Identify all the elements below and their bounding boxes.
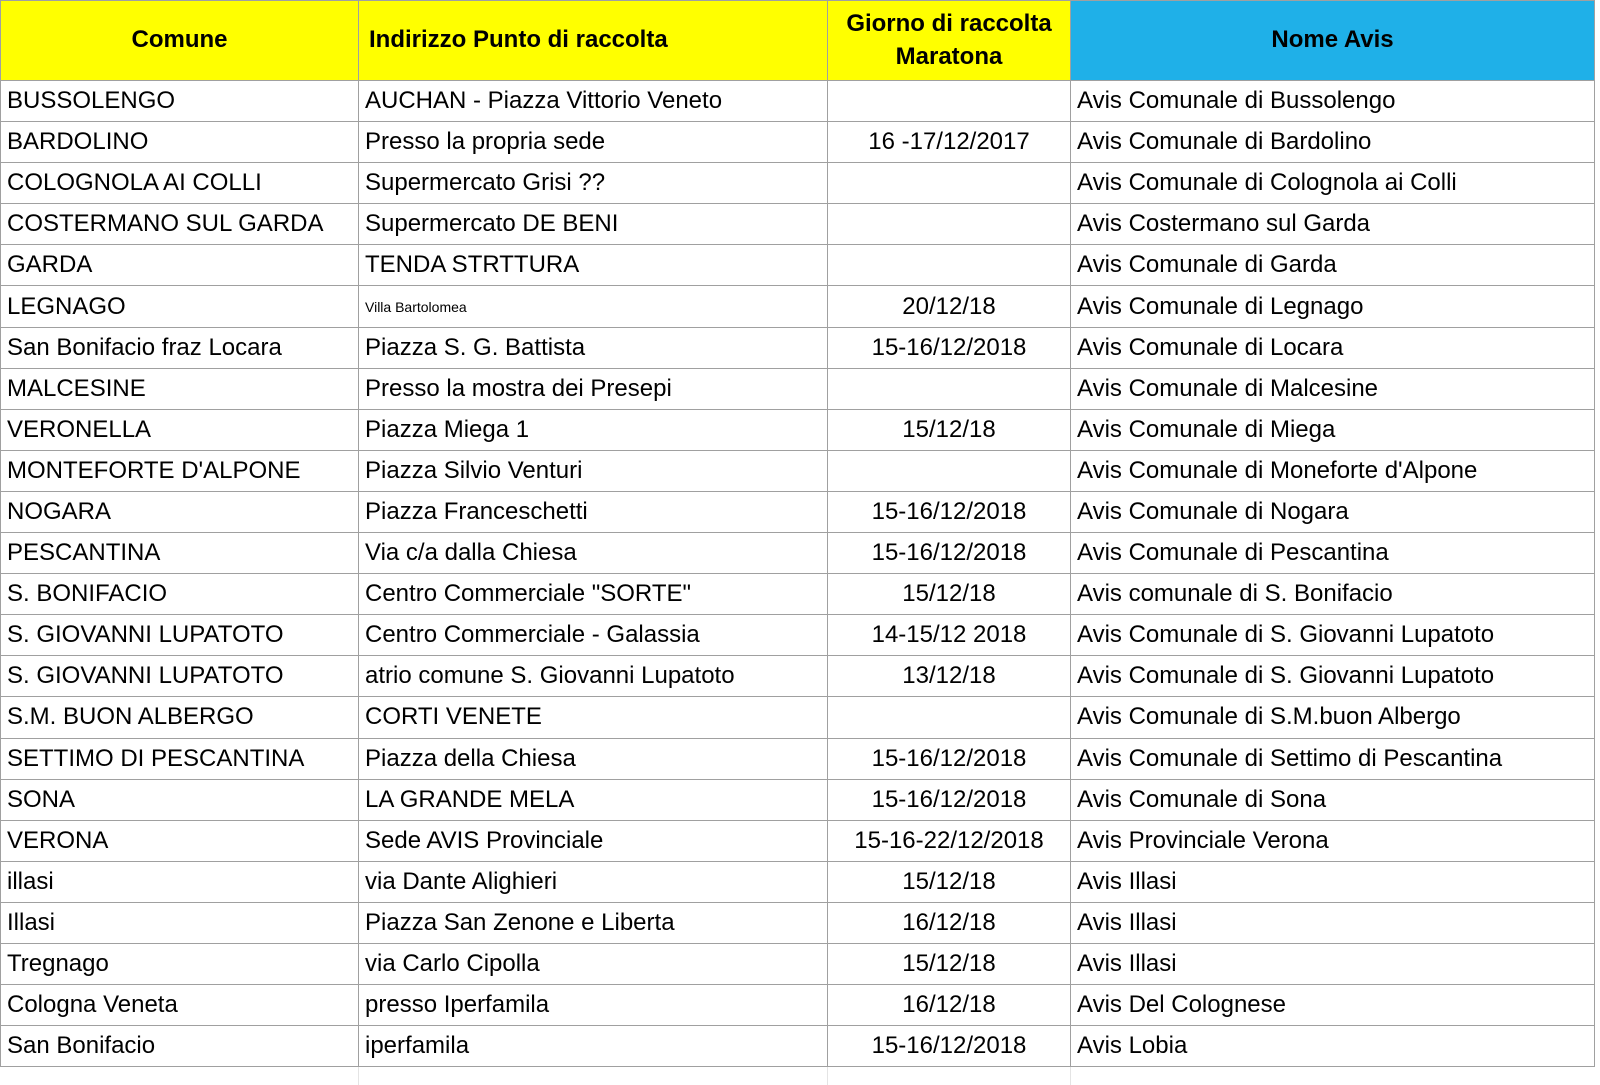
cell-nome-avis[interactable]: Avis Illasi [1071, 943, 1595, 984]
cell-giorno[interactable]: 15-16-22/12/2018 [828, 820, 1071, 861]
cell-indirizzo[interactable]: Piazza S. G. Battista [359, 327, 828, 368]
table-row [1, 615, 1595, 656]
cell-nome-avis[interactable]: Avis Comunale di Pescantina [1071, 533, 1595, 574]
cell-comune[interactable]: VERONELLA [1, 409, 359, 450]
cell-comune[interactable]: COLOGNOLA AI COLLI [1, 163, 359, 204]
cell-giorno[interactable] [828, 245, 1071, 286]
table-row [1, 163, 1595, 204]
cell-indirizzo[interactable]: Villa Bartolomea [359, 286, 828, 327]
cell-nome-avis[interactable]: Avis comunale di S. Bonifacio [1071, 574, 1595, 615]
cell-indirizzo[interactable]: Centro Commerciale - Galassia [359, 615, 828, 656]
grid-divider [827, 1067, 828, 1085]
cell-nome-avis[interactable]: Avis Comunale di Nogara [1071, 491, 1595, 532]
cell-giorno[interactable] [828, 163, 1071, 204]
cell-indirizzo[interactable]: Piazza Miega 1 [359, 409, 828, 450]
cell-comune[interactable]: SETTIMO DI PESCANTINA [1, 738, 359, 779]
cell-indirizzo[interactable]: iperfamila [359, 1026, 828, 1067]
cell-giorno[interactable]: 15-16/12/2018 [828, 491, 1071, 532]
cell-comune[interactable]: S. GIOVANNI LUPATOTO [1, 656, 359, 697]
cell-comune[interactable]: San Bonifacio [1, 1026, 359, 1067]
cell-comune[interactable]: Tregnago [1, 943, 359, 984]
cell-comune[interactable]: VERONA [1, 820, 359, 861]
cell-giorno[interactable]: 13/12/18 [828, 656, 1071, 697]
table-body [1, 81, 1595, 1067]
cell-comune[interactable]: S. GIOVANNI LUPATOTO [1, 615, 359, 656]
cell-comune[interactable]: SONA [1, 779, 359, 820]
cell-comune[interactable]: Illasi [1, 902, 359, 943]
cell-indirizzo[interactable]: TENDA STRTTURA [359, 245, 828, 286]
cell-comune[interactable]: MONTEFORTE D'ALPONE [1, 450, 359, 491]
grid-divider [1070, 1067, 1071, 1085]
table-row [1, 327, 1595, 368]
table-row [1, 368, 1595, 409]
cell-nome-avis[interactable]: Avis Comunale di S.M.buon Albergo [1071, 697, 1595, 738]
cell-giorno[interactable] [828, 697, 1071, 738]
cell-indirizzo[interactable]: Piazza Franceschetti [359, 491, 828, 532]
table-row [1, 820, 1595, 861]
header-comune[interactable]: Comune [1, 1, 359, 81]
cell-giorno[interactable]: 15-16/12/2018 [828, 738, 1071, 779]
cell-giorno[interactable]: 15/12/18 [828, 409, 1071, 450]
cell-giorno[interactable] [828, 450, 1071, 491]
cell-indirizzo[interactable]: presso Iperfamila [359, 985, 828, 1026]
cell-indirizzo[interactable]: Presso la mostra dei Presepi [359, 368, 828, 409]
cell-nome-avis[interactable]: Avis Provinciale Verona [1071, 820, 1595, 861]
cell-giorno[interactable] [828, 368, 1071, 409]
cell-indirizzo[interactable]: Presso la propria sede [359, 122, 828, 163]
cell-giorno[interactable]: 20/12/18 [828, 286, 1071, 327]
cell-nome-avis[interactable]: Avis Comunale di Garda [1071, 245, 1595, 286]
cell-nome-avis[interactable]: Avis Comunale di Locara [1071, 327, 1595, 368]
cell-nome-avis[interactable]: Avis Comunale di Malcesine [1071, 368, 1595, 409]
cell-indirizzo[interactable]: Via c/a dalla Chiesa [359, 533, 828, 574]
cell-nome-avis[interactable]: Avis Comunale di Sona [1071, 779, 1595, 820]
cell-nome-avis[interactable]: Avis Illasi [1071, 861, 1595, 902]
cell-giorno[interactable]: 15-16/12/2018 [828, 779, 1071, 820]
cell-indirizzo[interactable]: via Carlo Cipolla [359, 943, 828, 984]
table-row [1, 902, 1595, 943]
table-row [1, 738, 1595, 779]
cell-comune[interactable]: GARDA [1, 245, 359, 286]
cell-nome-avis[interactable]: Avis Comunale di Colognola ai Colli [1071, 163, 1595, 204]
cell-giorno[interactable]: 16/12/18 [828, 902, 1071, 943]
table-row [1, 861, 1595, 902]
cell-nome-avis[interactable]: Avis Comunale di S. Giovanni Lupatoto [1071, 615, 1595, 656]
next-row-strip [0, 1067, 1600, 1085]
cell-nome-avis[interactable]: Avis Comunale di Bardolino [1071, 122, 1595, 163]
table-row [1, 286, 1595, 327]
cell-comune[interactable]: S. BONIFACIO [1, 574, 359, 615]
cell-giorno[interactable]: 16 -17/12/2017 [828, 122, 1071, 163]
table-row [1, 656, 1595, 697]
cell-indirizzo[interactable]: Supermercato Grisi ?? [359, 163, 828, 204]
cell-indirizzo[interactable]: LA GRANDE MELA [359, 779, 828, 820]
table-row [1, 1026, 1595, 1067]
cell-nome-avis[interactable]: Avis Comunale di Settimo di Pescantina [1071, 738, 1595, 779]
cell-nome-avis[interactable]: Avis Del Colognese [1071, 985, 1595, 1026]
cell-nome-avis[interactable]: Avis Costermano sul Garda [1071, 204, 1595, 245]
cell-indirizzo[interactable]: Centro Commerciale "SORTE" [359, 574, 828, 615]
cell-comune[interactable]: BARDOLINO [1, 122, 359, 163]
table-row [1, 245, 1595, 286]
table-row [1, 779, 1595, 820]
grid-divider [358, 1067, 359, 1085]
cell-nome-avis[interactable]: Avis Lobia [1071, 1026, 1595, 1067]
table-row [1, 574, 1595, 615]
cell-giorno[interactable]: 14-15/12 2018 [828, 615, 1071, 656]
cell-comune[interactable]: COSTERMANO SUL GARDA [1, 204, 359, 245]
header-nome-avis[interactable]: Nome Avis [1071, 1, 1595, 81]
cell-giorno[interactable]: 15-16/12/2018 [828, 1026, 1071, 1067]
cell-comune[interactable]: S.M. BUON ALBERGO [1, 697, 359, 738]
cell-comune[interactable]: NOGARA [1, 491, 359, 532]
cell-indirizzo[interactable]: Piazza della Chiesa [359, 738, 828, 779]
cell-giorno[interactable] [828, 204, 1071, 245]
table-row [1, 81, 1595, 122]
cell-giorno[interactable]: 15/12/18 [828, 943, 1071, 984]
header-row [1, 1, 1595, 81]
cell-indirizzo[interactable]: Sede AVIS Provinciale [359, 820, 828, 861]
cell-nome-avis[interactable]: Avis Comunale di S. Giovanni Lupatoto [1071, 656, 1595, 697]
cell-indirizzo[interactable]: Piazza San Zenone e Liberta [359, 902, 828, 943]
table-row [1, 122, 1595, 163]
cell-comune[interactable]: Cologna Veneta [1, 985, 359, 1026]
header-giorno[interactable]: Giorno di raccolta Maratona [828, 1, 1071, 81]
cell-giorno[interactable]: 15/12/18 [828, 574, 1071, 615]
cell-comune[interactable]: BUSSOLENGO [1, 81, 359, 122]
table-row [1, 697, 1595, 738]
cell-comune[interactable]: San Bonifacio fraz Locara [1, 327, 359, 368]
table-row [1, 533, 1595, 574]
cell-comune[interactable]: MALCESINE [1, 368, 359, 409]
cell-nome-avis[interactable]: Avis Comunale di Miega [1071, 409, 1595, 450]
cell-indirizzo[interactable]: Supermercato DE BENI [359, 204, 828, 245]
cell-indirizzo[interactable]: via Dante Alighieri [359, 861, 828, 902]
cell-giorno[interactable]: 16/12/18 [828, 985, 1071, 1026]
cell-giorno[interactable] [828, 81, 1071, 122]
cell-indirizzo[interactable]: AUCHAN - Piazza Vittorio Veneto [359, 81, 828, 122]
cell-giorno[interactable]: 15/12/18 [828, 861, 1071, 902]
cell-comune[interactable]: LEGNAGO [1, 286, 359, 327]
cell-comune[interactable]: PESCANTINA [1, 533, 359, 574]
table-row [1, 943, 1595, 984]
cell-indirizzo[interactable]: atrio comune S. Giovanni Lupatoto [359, 656, 828, 697]
cell-indirizzo[interactable]: CORTI VENETE [359, 697, 828, 738]
cell-nome-avis[interactable]: Avis Comunale di Moneforte d'Alpone [1071, 450, 1595, 491]
table-row [1, 491, 1595, 532]
table-row [1, 450, 1595, 491]
table-row [1, 204, 1595, 245]
cell-comune[interactable]: illasi [1, 861, 359, 902]
table-row [1, 985, 1595, 1026]
cell-giorno[interactable]: 15-16/12/2018 [828, 533, 1071, 574]
table-row [1, 409, 1595, 450]
cell-nome-avis[interactable]: Avis Comunale di Bussolengo [1071, 81, 1595, 122]
header-indirizzo[interactable]: Indirizzo Punto di raccolta [359, 1, 828, 81]
cell-nome-avis[interactable]: Avis Comunale di Legnago [1071, 286, 1595, 327]
cell-giorno[interactable]: 15-16/12/2018 [828, 327, 1071, 368]
cell-indirizzo[interactable]: Piazza Silvio Venturi [359, 450, 828, 491]
cell-nome-avis[interactable]: Avis Illasi [1071, 902, 1595, 943]
